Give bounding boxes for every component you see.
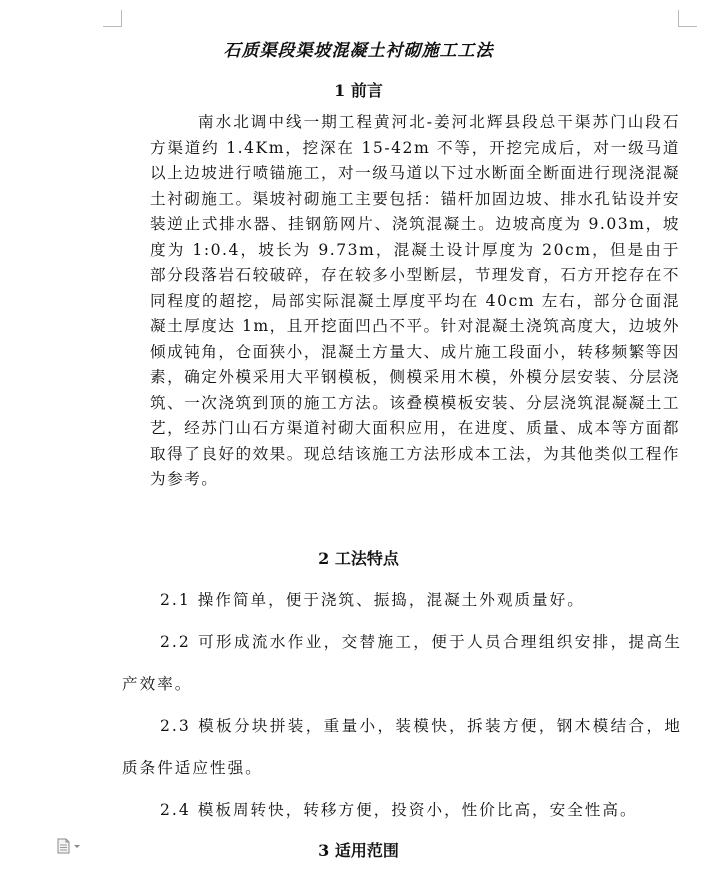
heading-scope: 3 适用范围 [318,841,399,860]
feature-item-4: 2.4 模板周转快，转移方便，投资小，性价比高，安全性高。 [160,801,638,819]
feature-item-3: 2.3 模板分块拼装，重量小，装模快，拆装方便，钢木模结合，地质条件适应性强。 [122,717,682,777]
feature-item-2: 2.2 可形成流水作业，交替施工，便于人员合理组织安排，提高生产效率。 [122,633,682,693]
crop-mark-top-left [103,10,122,27]
crop-mark-top-right [678,10,697,27]
heading-features: 2 工法特点 [318,549,399,568]
feature-item-1: 2.1 操作简单，便于浇筑、振捣，混凝土外观质量好。 [160,591,585,609]
heading-preface: 1 前言 [334,81,383,100]
preface-paragraph: 南水北调中线一期工程黄河北-姜河北辉县段总干渠苏门山段石方渠道约 1.4Km，挖深在 15-42m 不等，开挖完成后，对一级马道以上边坡进行喷锚施工，对一级马道以下过水断面全断面进行现浇混凝土衬砌施工。渠坡衬砌施工主要包括：锚杆加固边坡、排水孔钻设并安装逆止式排水器、挂钢筋网片、浇筑混凝土。边坡高度为 9.03m，坡度为 1:0.4，坡长为 9.73m，混凝土设计厚度为 20cm，但是由于部分段落岩石较破碎，存在较多小型断层，节理发育，石方开挖存在不同程度的超挖，局部实际混凝土厚度平均在 40cm 左右，部分仓面混凝土厚度达 1m，且开挖面凹凸不平。针对混凝土浇筑高度大，边坡外倾成钝角，仓面狭小，混凝土方量大、成片施工段面小，转移频繁等因素，确定外模采用大平钢模板，侧模采用木模，外模分层安装、分层浇筑、一次浇筑到顶的施工方法。该叠模模板安装、分层浇筑混凝凝土工艺，经苏门山石方渠道衬砌大面积应用，在进度、质量、成本等方面都取得了良好的效果。现总结该施工方法形成本工法，为其他类似工程作为参考。 [150,113,680,488]
document-title: 石质渠段渠坡混凝土衬砌施工工法 [223,41,494,61]
document-icon[interactable] [56,838,82,854]
